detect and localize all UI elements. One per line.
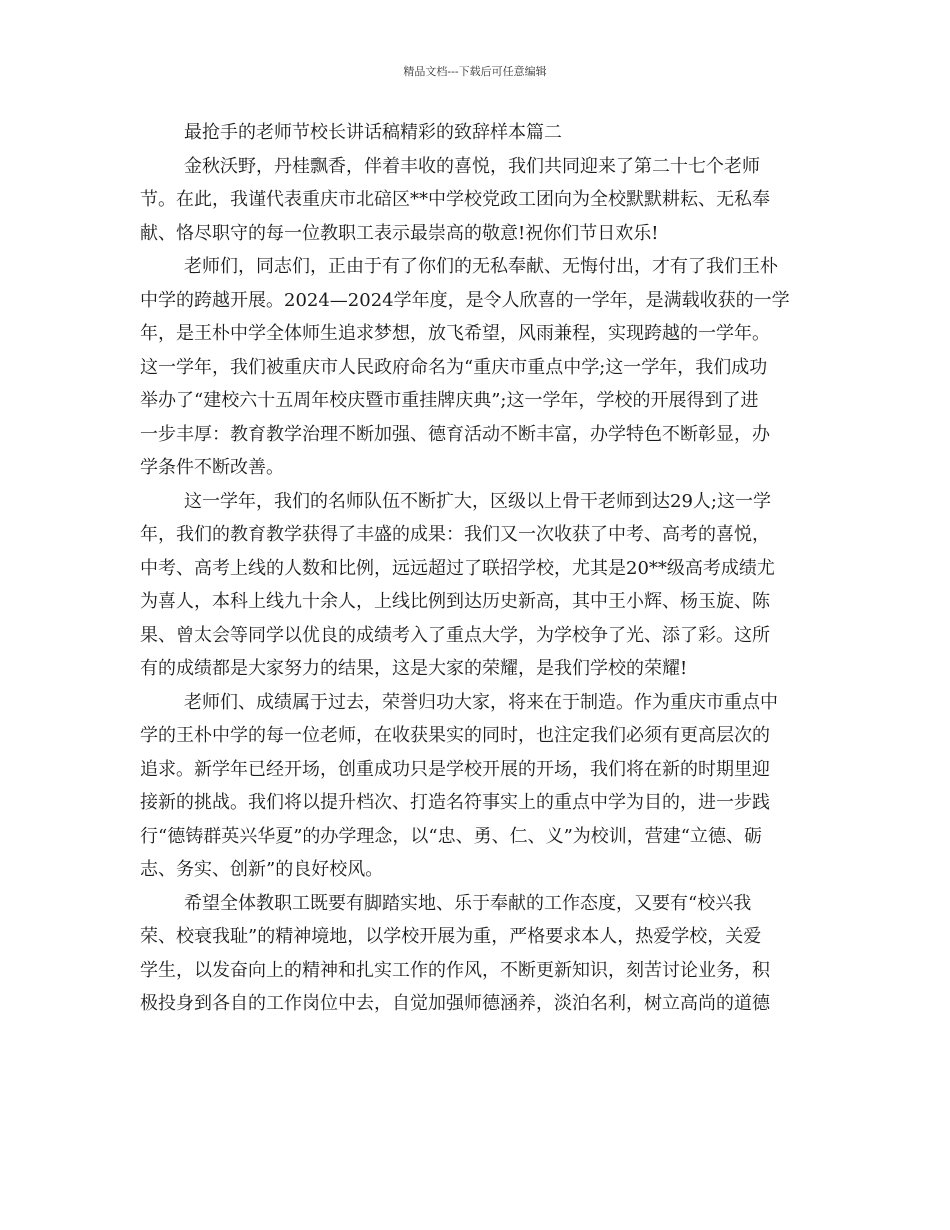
text-line: 行“德铸群英兴华夏”的办学理念，以“忠、勇、仁、义”为校训，营建“立德、砺 xyxy=(140,825,763,847)
text-line: 这一学年，我们被重庆市人民政府命名为“重庆市重点中学;这一学年，我们成功 xyxy=(140,356,768,378)
text-line: 中考、高考上线的人数和比例，远远超过了联招学校，尤其是20**级高考成绩尤 xyxy=(140,557,775,579)
text-line: 举办了“建校六十五周年校庆暨市重挂牌庆典”;这一学年，学校的开展得到了进 xyxy=(140,390,759,411)
text-line: 学条件不断改善。 xyxy=(140,457,284,478)
text-line: 接新的挑战。我们将以提升档次、打造名符事实上的重点中学为目的，进一步践 xyxy=(140,792,770,813)
text-line: 学的王朴中学的每一位老师，在收获果实的同时，也注定我们必须有更高层次的 xyxy=(140,725,770,746)
text-line: 学生，以发奋向上的精神和扎实工作的作风，不断更新知识，刻苦讨论业务，积 xyxy=(140,959,770,981)
text-line: 年，是王朴中学全体师生追求梦想，放飞希望，风雨兼程，实现跨越的一学年。 xyxy=(140,323,770,344)
text-line: 年，我们的教育教学获得了丰盛的成果：我们又一次收获了中考、高考的喜悦， xyxy=(140,524,770,545)
text-line: 献、恪尽职守的每一位教职工表示最崇高的敬意!祝你们节日欢乐! xyxy=(140,222,659,244)
page-header: 精品文档---下载后可任意编辑 xyxy=(403,65,547,78)
text-line: 老师们、成绩属于过去，荣誉归功大家，将来在于制造。作为重庆市重点中 xyxy=(184,691,778,713)
text-line: 最抢手的老师节校长讲话稿精彩的致辞样本篇二 xyxy=(184,122,562,143)
text-line: 这一学年，我们的名师队伍不断扩大，区级以上骨干老师到达29人;这一学 xyxy=(184,490,771,512)
text-line: 极投身到各自的工作岗位中去，自觉加强师德涵养，淡泊名利，树立高尚的道德 xyxy=(140,993,770,1014)
text-line: 有的成绩都是大家努力的结果，这是大家的荣耀，是我们学校的荣耀! xyxy=(140,658,688,679)
text-line: 志、务实、创新”的良好校风。 xyxy=(140,859,384,880)
text-line: 金秋沃野，丹桂飘香，伴着丰收的喜悦，我们共同迎来了第二十七个老师 xyxy=(184,155,760,177)
text-line: 果、曾太会等同学以优良的成绩考入了重点大学，为学校争了光、添了彩。这所 xyxy=(140,624,770,646)
text-line: 一步丰厚：教育教学治理不断加强、德育活动不断丰富，办学特色不断彰显，办 xyxy=(140,423,770,445)
text-line: 追求。新学年已经开场，创重成功只是学校开展的开场，我们将在新的时期里迎 xyxy=(140,758,770,780)
document-body xyxy=(140,116,805,1021)
text-line: 希望全体教职工既要有脚踏实地、乐于奉献的工作态度，又要有“校兴我 xyxy=(184,892,752,914)
text-line: 老师们，同志们，正由于有了你们的无私奉献、无悔付出，才有了我们王朴 xyxy=(184,256,778,277)
text-line: 荣、校衰我耻”的精神境地，以学校开展为重，严格要求本人，热爱学校，关爱 xyxy=(140,926,762,947)
text-line: 节。在此，我谨代表重庆市北碚区**中学校党政工团向为全校默默耕耘、无私奉 xyxy=(140,189,770,210)
text-line: 中学的跨越开展。2024—2024学年度，是令人欣喜的一学年，是满载收获的一学 xyxy=(140,289,790,311)
text-line: 为喜人，本科上线九十余人，上线比例到达历史新高，其中王小辉、杨玉旋、陈 xyxy=(140,591,770,612)
